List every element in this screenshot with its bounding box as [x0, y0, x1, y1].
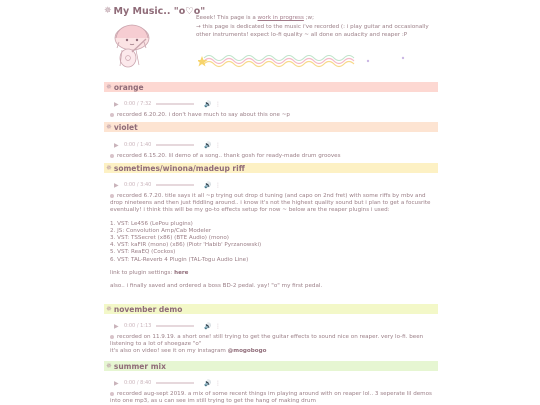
work-in-progress-link[interactable]: work in progress — [257, 15, 304, 21]
more-options-icon[interactable]: ⋮ — [215, 181, 221, 189]
section-title: orange — [113, 82, 144, 92]
player-time: 0:00 / 1:13 — [124, 323, 152, 329]
star-icon: ✵ — [104, 5, 112, 16]
section-header-violet — [104, 122, 438, 132]
link-prefix: link to plugin settings: — [110, 269, 175, 276]
description-text: recorded 6.15.20. lil demo of a song.. thank gosh for ready-made drum grooves — [117, 153, 341, 159]
section-description — [110, 193, 440, 290]
section-title: violet — [113, 122, 138, 132]
seek-bar[interactable] — [156, 103, 194, 104]
star-icon: ✵ — [106, 122, 112, 131]
more-options-icon[interactable]: ⋮ — [215, 141, 221, 149]
section-title: sometimes/winona/madeup riff — [113, 163, 245, 173]
more-options-icon[interactable]: ⋮ — [215, 100, 221, 108]
intro-prefix: Eeeek! This page is a — [196, 15, 258, 21]
description-text: recorded 6.20.20. i don't have much to say about this one ~p — [117, 112, 290, 118]
video-line — [110, 348, 440, 355]
page-title-row — [104, 4, 205, 18]
list-item: 2. JS: Convolution Amp/Cab Modeler — [110, 227, 212, 234]
player-time: 0:00 / 1:40 — [124, 142, 152, 148]
section-header-sometimes — [104, 163, 438, 173]
plugin-settings-link[interactable]: here — [174, 269, 189, 276]
description-text: recorded aug-sept 2019. a mix of some recent things im playing around with on reaper lol.. 3 seperate lil demos into one mp3, as u can see im still trying to get the hang of making drum — [110, 391, 432, 405]
section-description — [110, 334, 440, 356]
section-description — [110, 153, 440, 160]
mascot-guitar-illustration — [106, 18, 160, 72]
audio-player-november[interactable] — [114, 322, 232, 330]
audio-player-sometimes[interactable] — [114, 181, 232, 189]
intro-text — [196, 15, 436, 39]
list-item: 6. VST: TAL-Reverb 4 Plugin (TAL-Togu Audio Line) — [110, 256, 249, 263]
audio-player-orange[interactable] — [114, 100, 232, 108]
audio-player-violet[interactable] — [114, 141, 232, 149]
volume-icon[interactable]: 🔊 — [204, 322, 212, 330]
player-time: 0:00 / 3:40 — [124, 182, 152, 188]
star-icon: ✵ — [106, 82, 112, 91]
bullet-dot — [110, 392, 114, 396]
more-options-icon[interactable]: ⋮ — [215, 322, 221, 330]
instagram-handle-link[interactable]: @mogobogo — [227, 348, 267, 355]
audio-player-summer[interactable] — [114, 379, 232, 387]
intro-suffix: ;w; — [303, 15, 314, 21]
play-icon[interactable]: ▶ — [114, 181, 119, 189]
seek-bar[interactable] — [156, 184, 194, 185]
volume-icon[interactable]: 🔊 — [204, 100, 212, 108]
section-description — [110, 391, 440, 405]
play-icon[interactable]: ▶ — [114, 379, 119, 387]
intro-line-2: → this page is dedicated to the music i've recorded (: i play guitar and occasionally other instruments! expect lo-fi quality ~ all done on audacity and reaper :P — [196, 24, 429, 38]
more-options-icon[interactable]: ⋮ — [215, 379, 221, 387]
intro-line-1 — [196, 15, 436, 22]
star-icon: ✵ — [106, 163, 112, 172]
bullet-dot — [110, 154, 114, 158]
play-icon[interactable]: ▶ — [114, 100, 119, 108]
music-page — [100, 0, 440, 405]
seek-bar[interactable] — [156, 144, 194, 145]
list-item: 4. VST: kaFIR (mono) (x86) (Piotr 'Habib' Pyrzanowski) — [110, 242, 262, 249]
seek-bar[interactable] — [156, 382, 194, 383]
section-title: november demo — [113, 304, 183, 314]
section-header-orange — [104, 82, 438, 92]
volume-icon[interactable]: 🔊 — [204, 181, 212, 189]
list-item: 1. VST: Le456 (LePou plugins) — [110, 220, 193, 227]
plugin-list — [110, 221, 440, 264]
section-description — [110, 112, 440, 119]
description-text: recorded 6.7.20. title says it all ~p trying out drop d tuning (and capo on 2nd fret) with some riffs by mbv and drop nineteens and then just fiddling around.. i know it's not the highest quality sound but i plan to get a focusrite eventually! i think this will be my go-to effects setup for now ~ below are the reaper plugins i used: — [110, 193, 431, 214]
bullet-dot — [110, 194, 114, 198]
extra-note: also.. i finally saved and ordered a boss BD-2 pedal. yay! "o" my first pedal. — [110, 283, 323, 290]
play-icon[interactable]: ▶ — [114, 141, 119, 149]
player-time: 0:00 / 7:32 — [124, 101, 152, 107]
play-icon[interactable]: ▶ — [114, 322, 119, 330]
page-title: My Music.. "o♡o" — [113, 5, 206, 17]
volume-icon[interactable]: 🔊 — [204, 379, 212, 387]
list-item: 5. VST: ReaEQ (Cockos) — [110, 249, 176, 256]
video-prefix: it's also on video! see it on my instagram — [110, 348, 228, 355]
plugin-settings-line — [110, 270, 440, 277]
volume-icon[interactable]: 🔊 — [204, 141, 212, 149]
bullet-dot — [110, 113, 114, 117]
wavy-divider — [198, 54, 408, 68]
section-header-november — [104, 304, 438, 314]
section-header-summer — [104, 361, 438, 371]
section-title: summer mix — [113, 361, 166, 371]
seek-bar[interactable] — [156, 325, 194, 326]
star-icon: ✵ — [106, 361, 112, 370]
bullet-dot — [110, 335, 114, 339]
description-text: recorded on 11.9.19. a short one! still trying to get the guitar effects to sound nice on reaper. very lo-fi. been listening to a lot of shoegaze "o" — [110, 334, 424, 348]
star-icon: ✵ — [106, 304, 112, 313]
player-time: 0:00 / 8:40 — [124, 380, 152, 386]
list-item: 3. VST: TSSecret (x86) (BTE Audio) (mono) — [110, 235, 229, 242]
